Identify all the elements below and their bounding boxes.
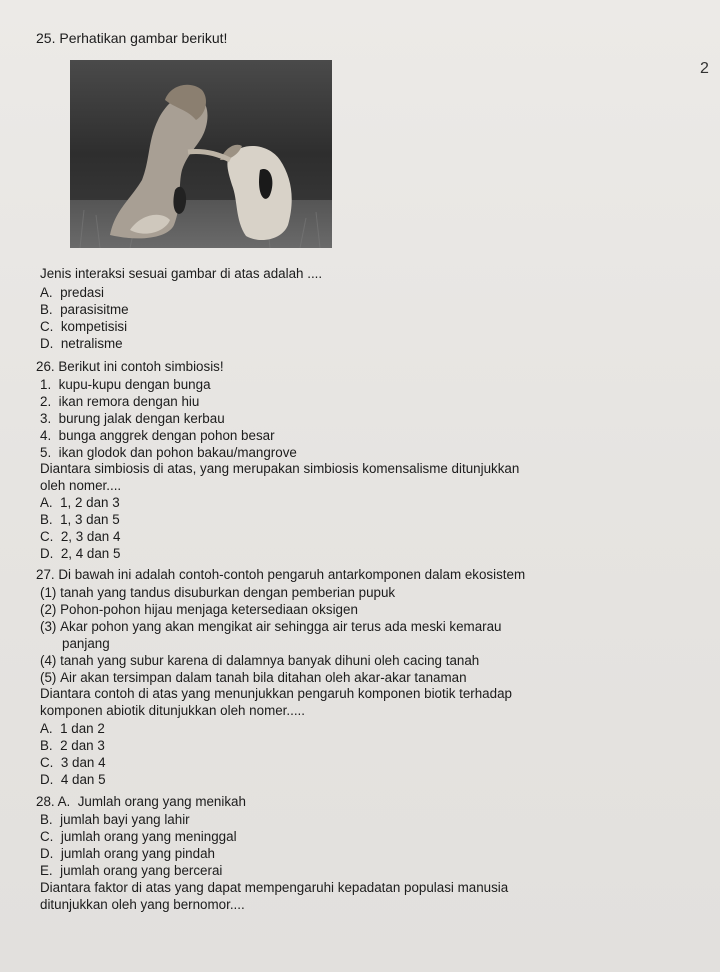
item-text: bunga anggrek dengan pohon besar [58,428,275,443]
q28-question-line2: ditunjukkan oleh yang bernomor.... [40,897,245,912]
q28-option-e [40,863,222,879]
q26-question-line1: Diantara simbiosis di atas, yang merupakan simbiosis komensalisme ditunjukkan [40,461,520,476]
q28-option-d [40,846,215,862]
q25-question: Jenis interaksi sesuai gambar di atas adalah .... [40,266,323,281]
item-number: (2) [40,602,57,617]
option-letter: A. [40,495,53,510]
option-letter: A. [40,285,53,300]
q27-item-2 [40,602,358,618]
q28-question-line1: Diantara faktor di atas yang dapat mempengaruhi kepadatan populasi manusia [40,880,509,895]
q27-option-d [40,772,106,788]
item-text: burung jalak dengan kerbau [58,411,225,426]
q26-item-4 [40,428,275,444]
q27-item-1 [40,585,395,601]
q27-question-line1: Diantara contoh di atas yang menunjukkan pengaruh komponen biotik terhadap [40,686,512,701]
option-text: jumlah orang yang meninggal [60,829,237,844]
option-letter: A. [40,721,53,736]
option-text: parasisitme [60,302,129,317]
item-number: 5. [40,445,52,460]
item-text: ikan remora dengan hiu [58,394,200,409]
option-letter: B. [40,302,53,317]
option-text: 2 dan 3 [60,738,105,753]
q27-option-a [40,721,105,737]
option-text: 4 dan 5 [60,772,106,787]
option-text: jumlah bayi yang lahir [60,812,190,827]
option-letter: B. [40,738,53,753]
q25-option-c [40,319,127,335]
q28-option-c [40,829,237,845]
item-text: ikan glodok dan pohon bakau/mangrove [58,445,297,460]
q27-header [36,567,525,583]
option-letter: D. [40,546,54,561]
q27-item-3 [40,619,502,635]
q26-option-c [40,529,120,545]
q28-option-a [36,794,246,810]
item-number: (5) [40,670,57,685]
item-number: 3. [40,411,52,426]
option-letter: E. [40,863,53,878]
q28-option-b [40,812,190,828]
q26-number: 26. [36,359,55,374]
option-text: 1, 2 dan 3 [60,495,120,510]
option-text: Jumlah orang yang menikah [77,794,246,809]
q26-item-1 [40,377,211,393]
option-letter: A. [57,794,71,809]
option-letter: D. [40,336,54,351]
q27-prompt: Di bawah ini adalah contoh-contoh pengaruh antarkomponen dalam ekosistem [58,567,526,582]
option-letter: B. [40,512,53,527]
option-text: 3 dan 4 [60,755,106,770]
q26-prompt: Berikut ini contoh simbiosis! [58,359,224,374]
option-letter: B. [40,812,53,827]
q27-option-b [40,738,105,754]
q27-item-5 [40,670,467,686]
item-text: tanah yang tandus disuburkan dengan pemberian pupuk [60,585,396,600]
item-number: (3) [40,619,57,634]
q27-item-4 [40,653,479,669]
option-text: 1 dan 2 [60,721,105,736]
item-text: Pohon-pohon hijau menjaga ketersediaan oksigen [60,602,358,617]
q25-number: 25. [36,30,56,46]
q26-question-line2: oleh nomer.... [40,478,122,493]
q25-option-d [40,336,123,352]
option-letter: D. [40,846,54,861]
q26-item-3 [40,411,225,427]
option-letter: C. [40,319,54,334]
q26-item-2 [40,394,199,410]
q27-item-3-continuation: panjang [62,636,110,651]
option-text: 1, 3 dan 5 [60,512,120,527]
q25-photo-lions-fighting [70,60,332,248]
item-number: 4. [40,428,52,443]
q26-option-b [40,512,120,528]
q26-option-a [40,495,120,511]
item-number: (1) [40,585,57,600]
q26-option-d [40,546,120,562]
q28-number: 28. [36,794,55,809]
option-text: jumlah orang yang bercerai [60,863,223,878]
q26-item-5 [40,445,297,461]
option-letter: C. [40,529,54,544]
item-number: (4) [40,653,57,668]
item-number: 2. [40,394,52,409]
item-text: Air akan tersimpan dalam tanah bila ditahan oleh akar-akar tanaman [60,670,467,685]
item-text: tanah yang subur karena di dalamnya banyak dihuni oleh cacing tanah [60,653,480,668]
item-text: Akar pohon yang akan mengikat air sehingga air terus ada meski kemarau [60,619,502,634]
lions-photo-icon [70,60,332,248]
q27-number: 27. [36,567,55,582]
option-letter: C. [40,755,54,770]
q26-header [36,359,224,375]
option-letter: D. [40,772,54,787]
q25-header [36,30,227,46]
option-text: kompetisisi [60,319,128,334]
option-text: 2, 4 dan 5 [60,546,121,561]
q25-option-a [40,285,104,301]
option-text: jumlah orang yang pindah [60,846,215,861]
option-letter: C. [40,829,54,844]
q25-option-b [40,302,129,318]
q27-question-line2: komponen abiotik ditunjukkan oleh nomer..... [40,703,306,718]
q27-option-c [40,755,106,771]
margin-mark: 2 [700,60,709,77]
q25-prompt: Perhatikan gambar berikut! [59,30,228,46]
option-text: 2, 3 dan 4 [60,529,121,544]
item-number: 1. [40,377,52,392]
item-text: kupu-kupu dengan bunga [58,377,211,392]
option-text: netralisme [60,336,123,351]
option-text: predasi [60,285,105,300]
